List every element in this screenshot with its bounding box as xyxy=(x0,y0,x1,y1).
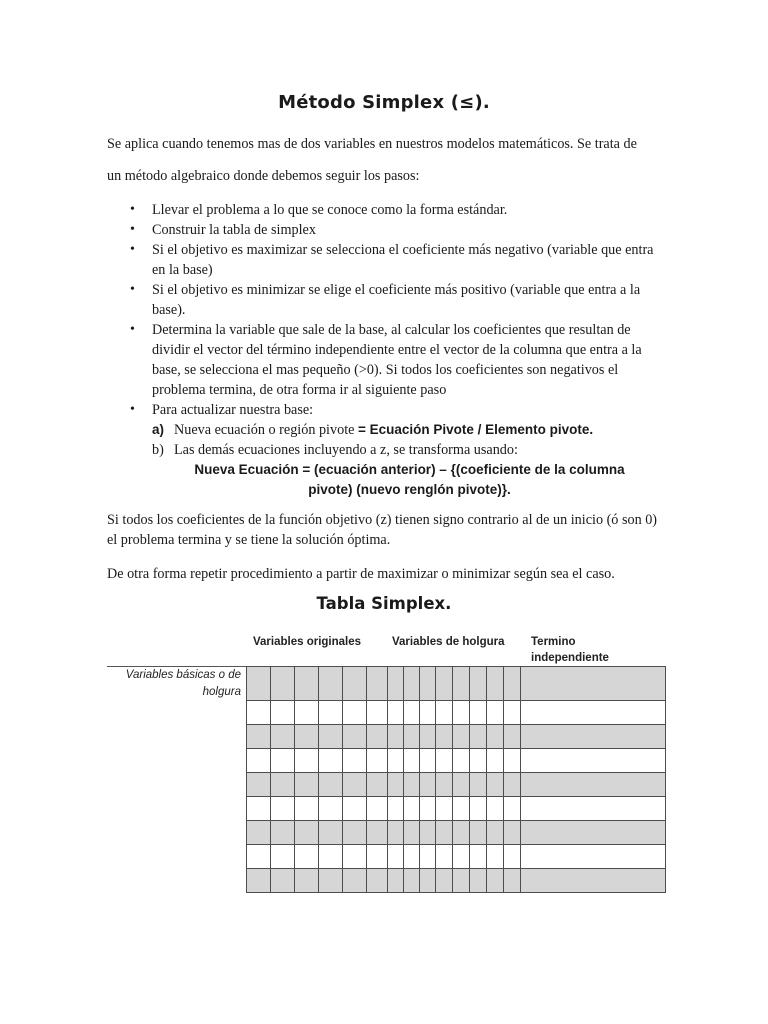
header-original-variables: Variables originales xyxy=(253,636,362,648)
header-slack-variables: Variables de holgura xyxy=(392,636,505,648)
substep-a-text: Nueva ecuación o región pivote xyxy=(174,422,355,438)
table-cell xyxy=(403,772,420,797)
table-cell xyxy=(366,820,388,845)
table-cell xyxy=(294,666,319,701)
table-cell xyxy=(503,724,521,749)
table-cell xyxy=(503,844,521,869)
table-cell xyxy=(318,748,343,773)
table-cell xyxy=(294,724,319,749)
bullet-icon: • xyxy=(130,242,135,257)
table-cell xyxy=(246,772,271,797)
table-cell xyxy=(435,844,453,869)
table-cell xyxy=(270,772,295,797)
table-cell xyxy=(270,666,295,701)
table-cell xyxy=(366,748,388,773)
table-cell xyxy=(435,868,453,893)
table-cell xyxy=(270,820,295,845)
table-cell xyxy=(387,820,404,845)
table-cell xyxy=(403,748,420,773)
table-cell xyxy=(503,748,521,773)
table-cell xyxy=(520,796,666,821)
table-cell xyxy=(246,700,271,725)
table-cell xyxy=(486,820,504,845)
table-cell xyxy=(366,724,388,749)
table-cell xyxy=(486,724,504,749)
substep-a xyxy=(152,420,667,440)
table-cell xyxy=(387,700,404,725)
table-cell xyxy=(270,700,295,725)
formula-line-2: pivote) (nuevo renglón pivote)}. xyxy=(308,482,511,497)
table-cell xyxy=(294,772,319,797)
end-condition-line-1: Si todos los coeficientes de la función objetivo (z) tienen signo contrario al de un inicio (ó son 0) xyxy=(107,512,658,528)
table-cell xyxy=(403,666,420,701)
table-cell xyxy=(342,796,367,821)
table-cell xyxy=(342,772,367,797)
table-cell xyxy=(469,772,487,797)
end-condition-line-2: el problema termina y se tiene la solución óptima. xyxy=(107,532,391,548)
table-cell xyxy=(435,666,453,701)
table-cell xyxy=(452,772,470,797)
table-cell xyxy=(452,820,470,845)
table-cell xyxy=(435,820,453,845)
substep-a-mark: a) xyxy=(152,422,165,437)
table-cell xyxy=(246,724,271,749)
table-cell xyxy=(366,796,388,821)
table-cell xyxy=(435,796,453,821)
table-cell xyxy=(318,666,343,701)
table-cell xyxy=(318,700,343,725)
table-cell xyxy=(452,666,470,701)
table-cell xyxy=(270,724,295,749)
table-cell xyxy=(403,724,420,749)
table-cell xyxy=(486,700,504,725)
table-cell xyxy=(342,844,367,869)
table-cell xyxy=(520,666,666,701)
table-cell xyxy=(452,796,470,821)
table-cell xyxy=(469,748,487,773)
table-cell xyxy=(486,796,504,821)
table-cell xyxy=(503,796,521,821)
table-cell xyxy=(419,868,436,893)
table-cell xyxy=(387,844,404,869)
table-cell xyxy=(486,666,504,701)
table-cell xyxy=(419,748,436,773)
table-cell xyxy=(503,666,521,701)
table-cell xyxy=(486,748,504,773)
table-cell xyxy=(294,700,319,725)
table-cell xyxy=(294,820,319,845)
table-cell xyxy=(246,820,271,845)
table-cell xyxy=(469,844,487,869)
substep-b-mark: b) xyxy=(152,442,164,458)
table-cell xyxy=(246,796,271,821)
table-cell xyxy=(520,748,666,773)
table-cell xyxy=(342,666,367,701)
table-cell xyxy=(435,748,453,773)
table-cell xyxy=(246,748,271,773)
table-cell xyxy=(318,724,343,749)
table-cell xyxy=(342,868,367,893)
table-cell xyxy=(318,820,343,845)
table-cell xyxy=(520,772,666,797)
simplex-table-grid xyxy=(246,666,665,896)
formula-line-1: Nueva Ecuación = (ecuación anterior) – {(coeficiente de la columna xyxy=(194,462,625,477)
table-cell xyxy=(520,868,666,893)
step-text: Si el objetivo es maximizar se selecciona el coeficiente más negativo (variable que entra en la base) xyxy=(152,242,654,278)
table-cell xyxy=(520,724,666,749)
table-cell xyxy=(419,700,436,725)
table-cell xyxy=(318,796,343,821)
table-cell xyxy=(503,700,521,725)
table-cell xyxy=(270,868,295,893)
table-cell xyxy=(318,772,343,797)
row-label-line-2: holgura xyxy=(202,686,241,698)
substep-a-formula: = Ecuación Pivote / Elemento pivote. xyxy=(357,422,594,437)
table-cell xyxy=(486,868,504,893)
bullet-icon: • xyxy=(130,322,135,337)
list-item xyxy=(107,320,667,400)
table-cell xyxy=(503,820,521,845)
step-text: Construir la tabla de simplex xyxy=(152,222,316,238)
table-cell xyxy=(387,724,404,749)
table-cell xyxy=(294,748,319,773)
table-cell xyxy=(403,700,420,725)
table-cell xyxy=(520,844,666,869)
table-cell xyxy=(419,772,436,797)
list-item xyxy=(107,220,667,240)
substep-b xyxy=(152,440,667,460)
table-cell xyxy=(452,700,470,725)
table-cell xyxy=(294,796,319,821)
table-cell xyxy=(366,844,388,869)
table-cell xyxy=(403,820,420,845)
table-cell xyxy=(387,666,404,701)
substep-b-text: Las demás ecuaciones incluyendo a z, se transforma usando: xyxy=(174,442,518,458)
table-cell xyxy=(270,748,295,773)
table-cell xyxy=(387,868,404,893)
table-cell xyxy=(452,868,470,893)
table-cell xyxy=(246,868,271,893)
steps-list xyxy=(107,200,667,500)
table-cell xyxy=(403,868,420,893)
list-item xyxy=(107,240,667,280)
intro-line-1: Se aplica cuando tenemos mas de dos variables en nuestros modelos matemáticos. Se trata de xyxy=(107,136,637,152)
table-cell xyxy=(469,724,487,749)
table-cell xyxy=(270,796,295,821)
table-title: Tabla Simplex. xyxy=(316,594,452,613)
table-cell xyxy=(435,724,453,749)
list-item xyxy=(107,400,667,500)
table-cell xyxy=(366,772,388,797)
bullet-icon: • xyxy=(130,202,135,217)
table-cell xyxy=(342,724,367,749)
table-cell xyxy=(387,748,404,773)
step-text: Llevar el problema a lo que se conoce como la forma estándar. xyxy=(152,202,508,218)
table-cell xyxy=(469,796,487,821)
table-cell xyxy=(318,844,343,869)
page-title: Método Simplex (≤). xyxy=(278,92,490,113)
table-cell xyxy=(452,748,470,773)
bullet-icon: • xyxy=(130,282,135,297)
table-cell xyxy=(318,868,343,893)
table-cell xyxy=(520,820,666,845)
table-cell xyxy=(270,844,295,869)
table-cell xyxy=(419,820,436,845)
bullet-icon: • xyxy=(130,222,135,237)
step-text: Para actualizar nuestra base: xyxy=(152,402,314,418)
table-cell xyxy=(469,700,487,725)
list-item xyxy=(107,200,667,220)
table-cell xyxy=(246,844,271,869)
table-cell xyxy=(403,796,420,821)
table-cell xyxy=(520,700,666,725)
table-cell xyxy=(469,820,487,845)
table-cell xyxy=(486,772,504,797)
table-cell xyxy=(403,844,420,869)
table-cell xyxy=(366,666,388,701)
table-cell xyxy=(435,772,453,797)
list-item xyxy=(107,280,667,320)
table-cell xyxy=(452,724,470,749)
table-cell xyxy=(366,700,388,725)
table-cell xyxy=(366,868,388,893)
step-text: Determina la variable que sale de la base, al calcular los coeficientes que resultan de dividir el vector del término independiente entre el vector de la columna que entra a la base, se selecciona el mas pequeño (>0). Si todos los coeficientes son negativos el problema termina, de otra forma ir al siguiente paso xyxy=(152,322,642,398)
intro-line-2: un método algebraico donde debemos seguir los pasos: xyxy=(107,168,420,184)
header-independent-term-1: Termino xyxy=(531,636,576,648)
table-cell xyxy=(342,700,367,725)
table-cell xyxy=(387,772,404,797)
table-cell xyxy=(469,868,487,893)
table-cell xyxy=(246,666,271,701)
table-cell xyxy=(342,820,367,845)
row-label-line-1: Variables básicas o de xyxy=(125,669,241,681)
table-cell xyxy=(342,748,367,773)
table-cell xyxy=(503,772,521,797)
table-cell xyxy=(452,844,470,869)
table-cell xyxy=(419,666,436,701)
table-cell xyxy=(419,796,436,821)
repeat-line: De otra forma repetir procedimiento a partir de maximizar o minimizar según sea el caso. xyxy=(107,566,615,582)
table-cell xyxy=(486,844,504,869)
step-text: Si el objetivo es minimizar se elige el coeficiente más positivo (variable que entra a la base). xyxy=(152,282,641,318)
header-independent-term-2: independiente xyxy=(531,652,609,664)
row-label xyxy=(108,667,241,701)
update-substeps xyxy=(152,420,667,460)
table-cell xyxy=(419,844,436,869)
table-cell xyxy=(435,700,453,725)
table-cell xyxy=(294,844,319,869)
bullet-icon: • xyxy=(130,402,135,417)
table-cell xyxy=(503,868,521,893)
table-cell xyxy=(387,796,404,821)
table-cell xyxy=(294,868,319,893)
table-cell xyxy=(419,724,436,749)
table-cell xyxy=(469,666,487,701)
